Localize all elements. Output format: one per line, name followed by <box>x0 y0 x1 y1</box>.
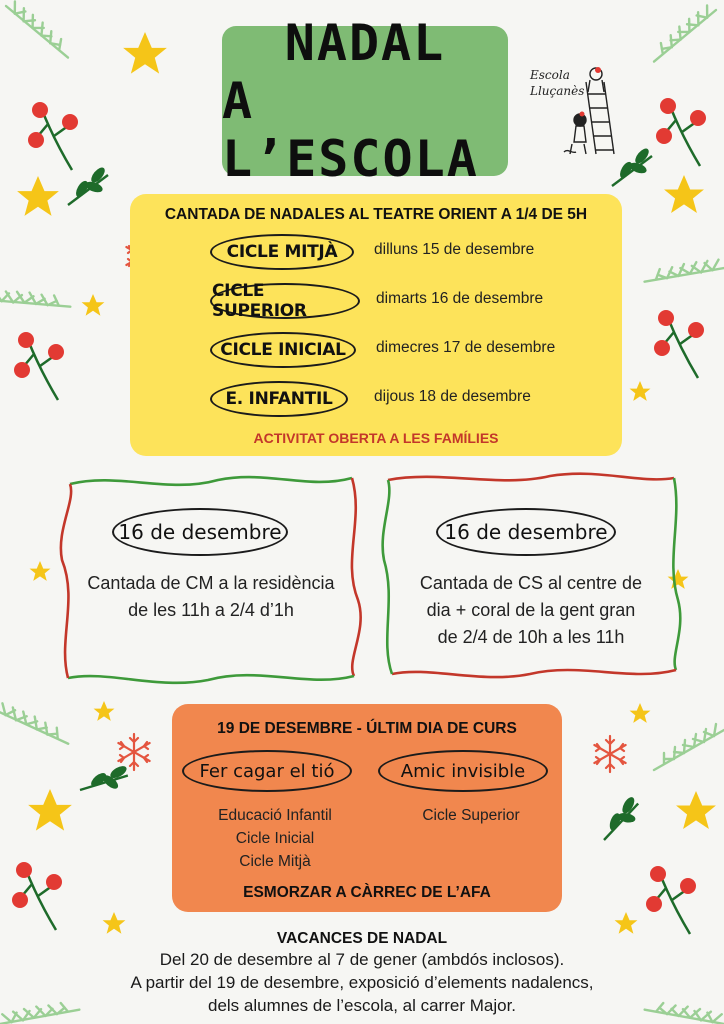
logo-text-line-2: Lluçanès <box>530 84 585 98</box>
vacances-title: VACANCES DE NADAL <box>276 930 448 947</box>
ladder-children-drawing-icon <box>524 62 624 157</box>
group-item: Cicle Superior <box>422 807 520 824</box>
cantada-row <box>210 381 630 419</box>
activity-pill: Fer cagar el tió <box>182 750 352 792</box>
school-logo <box>524 62 624 157</box>
title-line-1: NADAL <box>284 14 446 72</box>
cycle-date: dilluns 15 de desembre <box>374 241 535 258</box>
last-day-footer: ESMORZAR A CÀRREC DE L’AFA <box>243 884 491 901</box>
cantada-heading: CANTADA DE NADALES AL TEATRE ORIENT A 1/4 DE 5H <box>164 206 588 223</box>
title-banner <box>222 14 508 188</box>
last-day-section <box>172 704 562 912</box>
cantada-section <box>130 194 622 456</box>
last-day-heading: 19 DE DESEMBRE - ÚLTIM DIA DE CURS <box>217 720 517 737</box>
event-description <box>58 570 364 624</box>
cycle-date: dimecres 17 de desembre <box>376 339 556 356</box>
event-line-1: Cantada de CS al centre de <box>419 573 643 593</box>
event-line-2: dia + coral de la gent gran <box>426 600 636 620</box>
event-line-1: Cantada de CM a la residència <box>87 573 335 593</box>
cycle-date: dimarts 16 de desembre <box>376 290 544 307</box>
vacances-line-3: dels alumnes de l’escola, al carrer Major. <box>207 996 517 1015</box>
cycle-label: CICLE MITJÀ <box>210 234 354 270</box>
cycle-label: E. INFANTIL <box>210 381 348 417</box>
cantada-row <box>210 234 630 272</box>
cycle-label: CICLE SUPERIOR <box>210 283 360 319</box>
cantada-footer: ACTIVITAT OBERTA A LES FAMÍLIES <box>253 430 499 446</box>
activity-groups <box>182 804 368 873</box>
cycle-date: dijous 18 de desembre <box>374 388 531 405</box>
cantada-row <box>210 332 630 370</box>
event-description <box>380 570 682 651</box>
logo-text-line-1: Escola <box>530 68 570 82</box>
vacances-line-2: A partir del 19 de desembre, exposició d’elements nadalencs, <box>130 973 594 992</box>
group-item: Cicle Mitjà <box>239 853 311 870</box>
activity-pill: Amic invisible <box>378 750 548 792</box>
event-card-left <box>58 470 364 688</box>
event-line-2: de les 11h a 2/4 d’1h <box>128 600 294 620</box>
activity-groups <box>378 804 564 827</box>
event-card-right <box>380 470 682 682</box>
cycle-label: CICLE INICIAL <box>210 332 356 368</box>
group-item: Educació Infantil <box>218 807 332 824</box>
cantada-row <box>210 283 630 321</box>
event-line-3: de 2/4 de 10h a les 11h <box>437 627 625 647</box>
group-item: Cicle Inicial <box>235 830 315 847</box>
event-date-pill: 16 de desembre <box>112 508 288 556</box>
vacances-line-1: Del 20 de desembre al 7 de gener (ambdós inclosos). <box>159 950 565 969</box>
title-line-2: A L’ESCOLA <box>222 72 479 188</box>
event-date-pill: 16 de desembre <box>436 508 616 556</box>
